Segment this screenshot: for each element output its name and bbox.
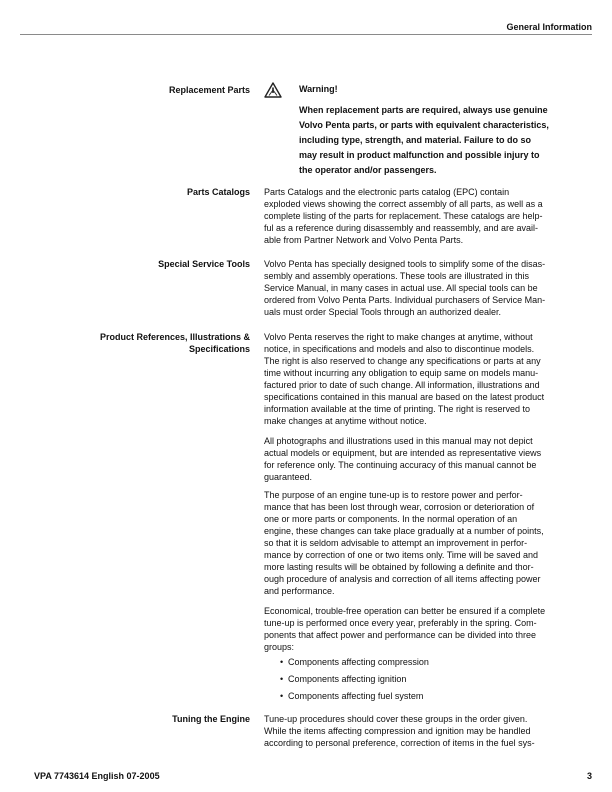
warning-block [299,82,599,178]
paragraph-line: mance that has been lost through wear, corrosion or deterioration of [264,502,535,512]
header-title: General Information [506,22,592,32]
paragraph-line: ful as a reference during disassembly and reassembly, and are avail- [264,223,538,233]
paragraph-line: and performance. [264,586,335,596]
paragraph-line: information available at the time of printing. The right is reserved to [264,404,530,414]
section-label-parts-catalogs: Parts Catalogs [186,187,250,197]
section-label-line: Specifications [188,344,250,354]
section-label-product-references [100,331,250,355]
warning-text-line: including type, strength, and material. Failure to do so [299,135,532,145]
footer-document-id: VPA 7743614 English 07-2005 [34,771,160,781]
warning-title: Warning! [299,84,338,94]
product-references-paragraph-2 [264,435,604,483]
paragraph-line: complete listing of the parts for replacement. These catalogs are help- [264,211,543,221]
paragraph-line: more lasting results will be obtained by following a definite and thor- [264,562,534,572]
paragraph-line: The purpose of an engine tune-up is to restore power and perfor- [264,490,523,500]
warning-triangle-icon [264,82,282,98]
paragraph-line: Service Manual, in many cases in actual use. All special tools can be [264,283,538,293]
list-item: • Components affecting ignition [264,671,604,688]
list-item: • Components affecting compression [264,654,604,671]
special-service-tools-paragraph [264,258,604,318]
paragraph-line: able from Partner Network and Volvo Penta Parts. [264,235,464,245]
paragraph-line: groups: [264,642,295,652]
footer-page-number: 3 [586,771,592,781]
header-divider [20,34,592,35]
paragraph-line: The right is also reserved to change any specifications or parts at any [264,356,541,366]
section-label-replacement-parts: Replacement Parts [168,85,250,95]
paragraph-line: factured prior to date of such change. All information, illustrations and [264,380,540,390]
paragraph-line: for reference only. The continuing accuracy of this manual cannot be [264,460,537,470]
paragraph-line: Parts Catalogs and the electronic parts catalog (EPC) contain [264,187,510,197]
warning-text-line: the operator and/or passengers. [299,165,437,175]
parts-catalogs-paragraph [264,186,604,246]
warning-text-line: Volvo Penta parts, or parts with equivalent characteristics, [299,120,549,130]
paragraph-line: specifications contained in this manual are based on the latest product [264,392,545,402]
paragraph-line: Economical, trouble-free operation can better be ensured if a complete [264,606,546,616]
warning-text-line: When replacement parts are required, always use genuine [299,105,548,115]
product-references-paragraph-3 [264,489,604,597]
paragraph-line: make changes at anytime without notice. [264,416,427,426]
paragraph-line: Volvo Penta reserves the right to make changes at anytime, without [264,332,533,342]
paragraph-line: according to personal preference, correction of items in the fuel sys- [264,738,535,748]
paragraph-line: While the items affecting compression and ignition may be handled [264,726,531,736]
tune-up-component-list [264,654,604,705]
paragraph-line: uals must order Special Tools through an authorized dealer. [264,307,501,317]
paragraph-line: time without incurring any obligation to equip same on models manu- [264,368,539,378]
paragraph-line: exploded views showing the correct assembly of all parts, as well as a [264,199,543,209]
product-references-paragraph-4 [264,605,604,653]
product-references-paragraph-1 [264,331,604,427]
warning-text-line: may result in product malfunction and possible injury to [299,150,540,160]
list-item: • Components affecting fuel system [264,688,604,705]
paragraph-line: engine, these changes can take place gradually at a number of points, [264,526,544,536]
paragraph-line: All photographs and illustrations used in this manual may not depict [264,436,533,446]
paragraph-line: ordered from Volvo Penta Parts. Individual purchasers of Service Man- [264,295,546,305]
paragraph-line: notice, in specifications and models and also to discontinue models. [264,344,535,354]
paragraph-line: guaranteed. [264,472,313,482]
paragraph-line: Tune-up procedures should cover these groups in the order given. [264,714,528,724]
paragraph-line: tune-up is performed once every year, preferably in the spring. Com- [264,618,537,628]
section-label-line: Product References, Illustrations & [99,332,250,342]
paragraph-line: sembly and assembly operations. These tools are illustrated in this [264,271,529,281]
paragraph-line: one or more parts or components. In the normal operation of an [264,514,518,524]
paragraph-line: Volvo Penta has specially designed tools to simplify some of the disas- [264,259,546,269]
paragraph-line: ough procedure of analysis and correction of all items affecting power [264,574,541,584]
paragraph-line: ponents that affect power and performance can be divided into three [264,630,537,640]
section-label-special-service-tools: Special Service Tools [158,259,250,269]
paragraph-line: mance by correction of one or two items only. Time will be saved and [264,550,538,560]
paragraph-line: actual models or equipment, but are intended as representative views [264,448,542,458]
tuning-the-engine-paragraph [264,713,604,749]
paragraph-line: so that it is seldom advisable to attempt an improvement in perfor- [264,538,528,548]
section-label-tuning-the-engine: Tuning the Engine [172,714,250,724]
